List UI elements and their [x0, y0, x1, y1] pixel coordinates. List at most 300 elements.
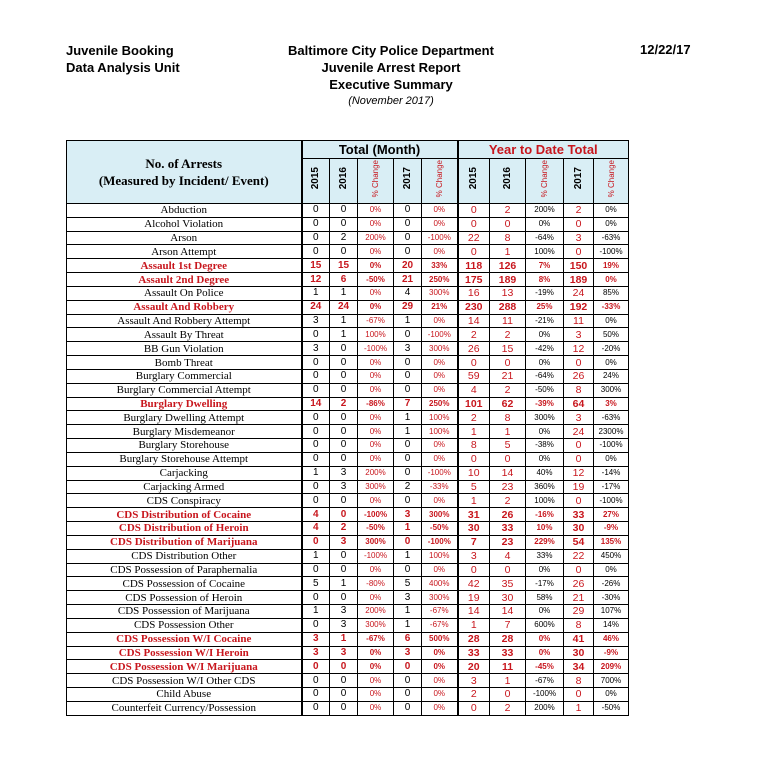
- percent-change-cell: 0%: [526, 632, 564, 646]
- percent-change-cell: 0%: [594, 217, 629, 231]
- offense-label: Carjacking Armed: [67, 480, 302, 494]
- count-cell: 5: [302, 577, 330, 591]
- count-cell: 1: [394, 549, 422, 563]
- count-cell: 62: [490, 397, 526, 411]
- count-cell: 1: [458, 494, 490, 508]
- count-cell: 3: [330, 605, 358, 619]
- count-cell: 6: [394, 632, 422, 646]
- count-cell: 2: [490, 494, 526, 508]
- percent-change-cell: 200%: [358, 605, 394, 619]
- table-row: [67, 369, 629, 383]
- column-header: [490, 159, 526, 204]
- percent-change-cell: 0%: [526, 452, 564, 466]
- percent-change-cell: 500%: [422, 632, 458, 646]
- column-header-label: % Change: [540, 159, 549, 198]
- percent-change-cell: 24%: [594, 369, 629, 383]
- percent-change-cell: 0%: [422, 660, 458, 674]
- count-cell: 2: [458, 411, 490, 425]
- count-cell: 3: [330, 646, 358, 660]
- percent-change-cell: -9%: [594, 646, 629, 660]
- percent-change-cell: 229%: [526, 535, 564, 549]
- count-cell: 24: [330, 300, 358, 314]
- table-row: [67, 646, 629, 660]
- table-row: [67, 452, 629, 466]
- percent-change-cell: 250%: [422, 273, 458, 287]
- count-cell: 0: [564, 439, 594, 453]
- count-cell: 0: [302, 480, 330, 494]
- percent-change-cell: 250%: [422, 397, 458, 411]
- percent-change-cell: 40%: [526, 466, 564, 480]
- count-cell: 4: [302, 508, 330, 522]
- count-cell: 2: [490, 204, 526, 218]
- count-cell: 0: [330, 549, 358, 563]
- count-cell: 0: [330, 674, 358, 688]
- count-cell: 14: [490, 605, 526, 619]
- percent-change-cell: 25%: [526, 300, 564, 314]
- count-cell: 230: [458, 300, 490, 314]
- count-cell: 0: [302, 674, 330, 688]
- count-cell: 1: [302, 605, 330, 619]
- count-cell: 3: [302, 314, 330, 328]
- offense-label: CDS Possession W/I Other CDS: [67, 674, 302, 688]
- percent-change-cell: 0%: [358, 591, 394, 605]
- table-row: [67, 439, 629, 453]
- count-cell: 3: [394, 646, 422, 660]
- offense-label: Burglary Dwelling Attempt: [67, 411, 302, 425]
- table-row: [67, 522, 629, 536]
- count-cell: 288: [490, 300, 526, 314]
- percent-change-cell: -100%: [358, 549, 394, 563]
- table-row: [67, 591, 629, 605]
- count-cell: 1: [564, 701, 594, 715]
- count-cell: 8: [564, 618, 594, 632]
- percent-change-cell: -16%: [526, 508, 564, 522]
- count-cell: 0: [394, 439, 422, 453]
- report-name: Juvenile Arrest Report: [321, 60, 461, 75]
- percent-change-cell: -33%: [422, 480, 458, 494]
- percent-change-cell: 300%: [358, 480, 394, 494]
- count-cell: 8: [564, 674, 594, 688]
- percent-change-cell: 300%: [422, 508, 458, 522]
- percent-change-cell: 300%: [422, 286, 458, 300]
- percent-change-cell: 0%: [422, 356, 458, 370]
- percent-change-cell: -100%: [422, 328, 458, 342]
- percent-change-cell: 0%: [358, 217, 394, 231]
- percent-change-cell: 100%: [526, 494, 564, 508]
- count-cell: 1: [490, 674, 526, 688]
- percent-change-cell: -50%: [526, 383, 564, 397]
- percent-change-cell: 0%: [422, 701, 458, 715]
- percent-change-cell: 100%: [422, 425, 458, 439]
- column-header-label: 2016: [502, 167, 513, 190]
- percent-change-cell: 0%: [358, 687, 394, 701]
- column-header-label: % Change: [371, 159, 380, 198]
- count-cell: 8: [490, 411, 526, 425]
- count-cell: 4: [458, 383, 490, 397]
- department-name: Baltimore City Police Department: [288, 43, 494, 58]
- table-row: [67, 328, 629, 342]
- count-cell: 0: [330, 356, 358, 370]
- count-cell: 19: [564, 480, 594, 494]
- count-cell: 11: [564, 314, 594, 328]
- percent-change-cell: 0%: [422, 563, 458, 577]
- count-cell: 0: [330, 369, 358, 383]
- percent-change-cell: -17%: [526, 577, 564, 591]
- percent-change-cell: 300%: [422, 342, 458, 356]
- table-row: [67, 632, 629, 646]
- count-cell: 0: [394, 563, 422, 577]
- percent-change-cell: 100%: [422, 411, 458, 425]
- offense-label: Alcohol Violation: [67, 217, 302, 231]
- percent-change-cell: 0%: [422, 646, 458, 660]
- count-cell: 33: [490, 522, 526, 536]
- table-row: [67, 356, 629, 370]
- count-cell: 21: [394, 273, 422, 287]
- percent-change-cell: 0%: [526, 646, 564, 660]
- count-cell: 3: [394, 591, 422, 605]
- count-cell: 30: [564, 646, 594, 660]
- count-cell: 0: [458, 245, 490, 259]
- percent-change-cell: 0%: [526, 563, 564, 577]
- count-cell: 8: [490, 231, 526, 245]
- table-row: [67, 577, 629, 591]
- column-header-label: % Change: [434, 159, 444, 198]
- percent-change-cell: -100%: [594, 245, 629, 259]
- percent-change-cell: 0%: [422, 204, 458, 218]
- percent-change-cell: 0%: [358, 383, 394, 397]
- percent-change-cell: -50%: [358, 522, 394, 536]
- offense-label: Assault 1st Degree: [67, 259, 302, 273]
- count-cell: 0: [302, 425, 330, 439]
- percent-change-cell: 0%: [358, 300, 394, 314]
- count-cell: 23: [490, 535, 526, 549]
- column-header-label: 2015: [310, 167, 322, 190]
- offense-label: CDS Distribution of Cocaine: [67, 508, 302, 522]
- count-cell: 1: [330, 314, 358, 328]
- percent-change-cell: 0%: [358, 674, 394, 688]
- percent-change-cell: 2300%: [594, 425, 629, 439]
- offense-label: Assault On Police: [67, 286, 302, 300]
- count-cell: 8: [458, 439, 490, 453]
- count-cell: 189: [490, 273, 526, 287]
- offense-label: CDS Distribution Other: [67, 549, 302, 563]
- count-cell: 2: [564, 204, 594, 218]
- percent-change-cell: 0%: [594, 273, 629, 287]
- percent-change-cell: -63%: [594, 231, 629, 245]
- count-cell: 30: [564, 522, 594, 536]
- count-cell: 7: [458, 535, 490, 549]
- table-row: [67, 494, 629, 508]
- table-row: [67, 383, 629, 397]
- count-cell: 2: [330, 522, 358, 536]
- count-cell: 0: [302, 411, 330, 425]
- table-body: [67, 204, 629, 716]
- percent-change-cell: -17%: [594, 480, 629, 494]
- count-cell: 0: [302, 204, 330, 218]
- percent-change-cell: -63%: [594, 411, 629, 425]
- column-header: [394, 159, 422, 204]
- count-cell: 1: [394, 411, 422, 425]
- count-cell: 54: [564, 535, 594, 549]
- offense-label: Bomb Threat: [67, 356, 302, 370]
- count-cell: 13: [490, 286, 526, 300]
- percent-change-cell: 0%: [422, 494, 458, 508]
- offense-label: CDS Possession Other: [67, 618, 302, 632]
- count-cell: 0: [302, 687, 330, 701]
- percent-change-cell: 107%: [594, 605, 629, 619]
- count-cell: 189: [564, 273, 594, 287]
- count-cell: 0: [302, 439, 330, 453]
- percent-change-cell: 100%: [526, 245, 564, 259]
- table-row: [67, 245, 629, 259]
- table-row: [67, 535, 629, 549]
- percent-change-cell: -86%: [358, 397, 394, 411]
- offense-label: Assault By Threat: [67, 328, 302, 342]
- percent-change-cell: 0%: [422, 674, 458, 688]
- percent-change-cell: -67%: [422, 618, 458, 632]
- count-cell: 0: [330, 452, 358, 466]
- table-row: [67, 701, 629, 715]
- percent-change-cell: 200%: [358, 466, 394, 480]
- report-period: (November 2017): [348, 95, 434, 107]
- count-cell: 0: [564, 494, 594, 508]
- count-cell: 101: [458, 397, 490, 411]
- count-cell: 16: [458, 286, 490, 300]
- table-row: [67, 563, 629, 577]
- count-cell: 21: [564, 591, 594, 605]
- table-row: [67, 687, 629, 701]
- count-cell: 6: [330, 273, 358, 287]
- percent-change-cell: -100%: [358, 508, 394, 522]
- count-cell: 3: [564, 411, 594, 425]
- percent-change-cell: -64%: [526, 369, 564, 383]
- count-cell: 0: [490, 217, 526, 231]
- count-cell: 0: [302, 494, 330, 508]
- percent-change-cell: 0%: [594, 314, 629, 328]
- offense-label: Burglary Commercial Attempt: [67, 383, 302, 397]
- count-cell: 0: [302, 245, 330, 259]
- column-header: [564, 159, 594, 204]
- percent-change-cell: 0%: [422, 452, 458, 466]
- percent-change-cell: 0%: [358, 425, 394, 439]
- count-cell: 1: [330, 577, 358, 591]
- table-row: [67, 618, 629, 632]
- percent-change-cell: 360%: [526, 480, 564, 494]
- percent-change-cell: -39%: [526, 397, 564, 411]
- count-cell: 59: [458, 369, 490, 383]
- count-cell: 5: [394, 577, 422, 591]
- count-cell: 3: [394, 508, 422, 522]
- percent-change-cell: 58%: [526, 591, 564, 605]
- count-cell: 0: [330, 383, 358, 397]
- count-cell: 4: [490, 549, 526, 563]
- count-cell: 33: [490, 646, 526, 660]
- count-cell: 0: [564, 217, 594, 231]
- count-cell: 2: [330, 397, 358, 411]
- percent-change-cell: -67%: [526, 674, 564, 688]
- percent-change-cell: 0%: [358, 369, 394, 383]
- percent-change-cell: -19%: [526, 286, 564, 300]
- count-cell: 0: [330, 425, 358, 439]
- offense-label: Burglary Dwelling: [67, 397, 302, 411]
- count-cell: 0: [458, 563, 490, 577]
- percent-change-cell: -26%: [594, 577, 629, 591]
- count-cell: 150: [564, 259, 594, 273]
- count-cell: 15: [302, 259, 330, 273]
- offense-label: Burglary Misdemeanor: [67, 425, 302, 439]
- count-cell: 2: [330, 231, 358, 245]
- offense-label: Burglary Commercial: [67, 369, 302, 383]
- unit-line-1: Juvenile Booking: [66, 43, 174, 58]
- count-cell: 3: [330, 466, 358, 480]
- percent-change-cell: -30%: [594, 591, 629, 605]
- count-cell: 0: [490, 687, 526, 701]
- count-cell: 2: [490, 383, 526, 397]
- percent-change-cell: 0%: [526, 328, 564, 342]
- percent-change-cell: 0%: [594, 563, 629, 577]
- count-cell: 0: [564, 245, 594, 259]
- percent-change-cell: 300%: [422, 591, 458, 605]
- count-cell: 1: [330, 286, 358, 300]
- count-cell: 1: [394, 314, 422, 328]
- percent-change-cell: 0%: [358, 245, 394, 259]
- offense-label: CDS Possession of Marijuana: [67, 605, 302, 619]
- percent-change-cell: 0%: [358, 452, 394, 466]
- count-cell: 26: [564, 577, 594, 591]
- percent-change-cell: 600%: [526, 618, 564, 632]
- count-cell: 3: [302, 342, 330, 356]
- count-cell: 5: [458, 480, 490, 494]
- table-row: [67, 397, 629, 411]
- percent-change-cell: -50%: [594, 701, 629, 715]
- count-cell: 0: [394, 687, 422, 701]
- count-cell: 0: [394, 660, 422, 674]
- count-cell: 175: [458, 273, 490, 287]
- count-cell: 10: [458, 466, 490, 480]
- count-cell: 0: [394, 674, 422, 688]
- offense-label: Carjacking: [67, 466, 302, 480]
- count-cell: 0: [394, 217, 422, 231]
- percent-change-cell: -100%: [422, 466, 458, 480]
- offense-label: CDS Possession of Paraphernalia: [67, 563, 302, 577]
- offense-label: CDS Possession of Heroin: [67, 591, 302, 605]
- percent-change-cell: 0%: [526, 605, 564, 619]
- column-header-label: 2016: [338, 167, 349, 190]
- count-cell: 0: [394, 535, 422, 549]
- count-cell: 34: [564, 660, 594, 674]
- table-row: [67, 480, 629, 494]
- count-cell: 12: [564, 342, 594, 356]
- count-cell: 0: [302, 452, 330, 466]
- percent-change-cell: 46%: [594, 632, 629, 646]
- percent-change-cell: -9%: [594, 522, 629, 536]
- count-cell: 24: [564, 286, 594, 300]
- count-cell: 30: [458, 522, 490, 536]
- count-cell: 0: [302, 563, 330, 577]
- percent-change-cell: 8%: [526, 273, 564, 287]
- percent-change-cell: -33%: [594, 300, 629, 314]
- column-header: [302, 159, 330, 204]
- percent-change-cell: -80%: [358, 577, 394, 591]
- percent-change-cell: 0%: [358, 494, 394, 508]
- offense-label: CDS Possession W/I Heroin: [67, 646, 302, 660]
- percent-change-cell: 300%: [358, 618, 394, 632]
- row-header: [67, 141, 302, 204]
- count-cell: 41: [564, 632, 594, 646]
- percent-change-cell: 450%: [594, 549, 629, 563]
- table-row: [67, 508, 629, 522]
- count-cell: 21: [490, 369, 526, 383]
- table-row: [67, 314, 629, 328]
- count-cell: 8: [564, 383, 594, 397]
- percent-change-cell: -67%: [358, 632, 394, 646]
- percent-change-cell: -45%: [526, 660, 564, 674]
- count-cell: 0: [302, 660, 330, 674]
- table-row: [67, 217, 629, 231]
- count-cell: 35: [490, 577, 526, 591]
- count-cell: 0: [330, 204, 358, 218]
- count-cell: 14: [302, 397, 330, 411]
- column-header-label: 2015: [468, 167, 480, 190]
- percent-change-cell: 0%: [358, 204, 394, 218]
- count-cell: 28: [458, 632, 490, 646]
- percent-change-cell: 0%: [594, 356, 629, 370]
- count-cell: 4: [302, 522, 330, 536]
- count-cell: 0: [302, 591, 330, 605]
- count-cell: 31: [458, 508, 490, 522]
- table-row: [67, 660, 629, 674]
- count-cell: 0: [302, 618, 330, 632]
- count-cell: 1: [394, 618, 422, 632]
- offense-label: CDS Conspiracy: [67, 494, 302, 508]
- count-cell: 0: [302, 535, 330, 549]
- table-row: [67, 204, 629, 218]
- offense-label: Burglary Storehouse Attempt: [67, 452, 302, 466]
- count-cell: 0: [394, 231, 422, 245]
- count-cell: 0: [394, 328, 422, 342]
- count-cell: 0: [490, 563, 526, 577]
- percent-change-cell: 21%: [422, 300, 458, 314]
- percent-change-cell: 0%: [422, 217, 458, 231]
- column-header-label: 2017: [402, 167, 413, 190]
- offense-label: BB Gun Violation: [67, 342, 302, 356]
- count-cell: 22: [564, 549, 594, 563]
- percent-change-cell: 0%: [422, 383, 458, 397]
- percent-change-cell: 19%: [594, 259, 629, 273]
- count-cell: 29: [394, 300, 422, 314]
- percent-change-cell: 0%: [594, 452, 629, 466]
- count-cell: 20: [458, 660, 490, 674]
- count-cell: 0: [394, 245, 422, 259]
- count-cell: 0: [564, 452, 594, 466]
- count-cell: 0: [458, 356, 490, 370]
- percent-change-cell: 0%: [358, 701, 394, 715]
- count-cell: 15: [330, 259, 358, 273]
- percent-change-cell: 7%: [526, 259, 564, 273]
- percent-change-cell: 0%: [422, 314, 458, 328]
- offense-label: Counterfeit Currency/Possession: [67, 701, 302, 715]
- count-cell: 0: [302, 701, 330, 715]
- count-cell: 118: [458, 259, 490, 273]
- count-cell: 3: [394, 342, 422, 356]
- count-cell: 0: [330, 591, 358, 605]
- count-cell: 0: [394, 466, 422, 480]
- percent-change-cell: -67%: [422, 605, 458, 619]
- count-cell: 26: [490, 508, 526, 522]
- count-cell: 2: [458, 328, 490, 342]
- report-title: [250, 42, 532, 110]
- count-cell: 0: [394, 383, 422, 397]
